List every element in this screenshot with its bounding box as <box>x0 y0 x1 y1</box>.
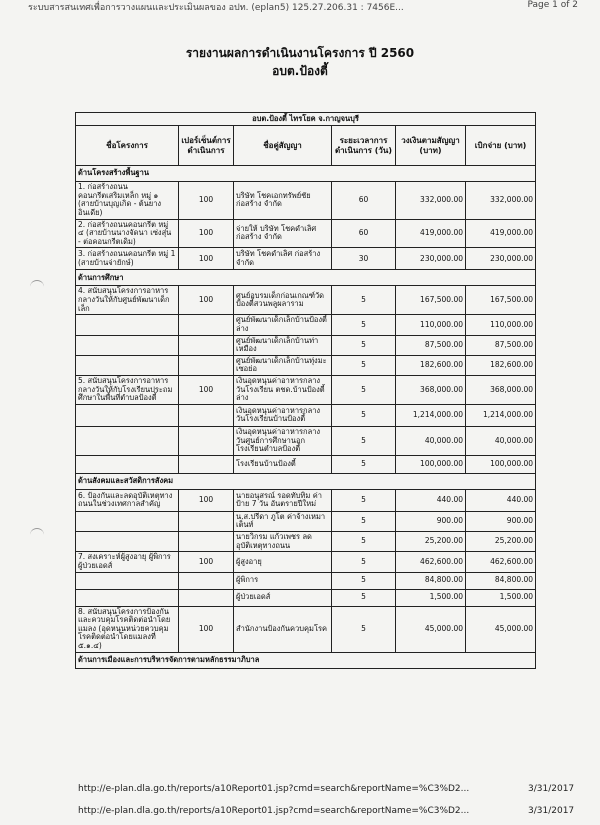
contract-party-cell: ผู้พิการ <box>234 572 332 589</box>
disbursed-cell: 45,000.00 <box>466 606 536 652</box>
duration-cell: 5 <box>332 532 396 552</box>
project-name-cell: 6. ป้องกันและลดอุบัติเหตุทางถนนในช่วงเทศกาลสำคัญ <box>76 489 179 511</box>
footer-date: 3/31/2017 <box>528 784 575 794</box>
percent-cell <box>179 572 234 589</box>
project-name-cell <box>76 589 179 606</box>
table-row <box>76 219 536 248</box>
percent-cell <box>179 455 234 473</box>
project-name-cell: 4. สนับสนุนโครงการอาหารกลางวันให้กับศูนย์พัฒนาเด็กเล็ก <box>76 286 179 315</box>
page-number: Page 1 of 2 <box>527 0 578 10</box>
disbursed-cell: 332,000.00 <box>466 182 536 220</box>
contract-amount-cell: 182,600.00 <box>396 355 466 375</box>
disbursed-cell: 40,000.00 <box>466 426 536 455</box>
contract-party-cell: ศูนย์พัฒนาเด็กเล็กบ้านทุ่งมะเซอย่อ <box>234 355 332 375</box>
percent-cell: 100 <box>179 489 234 511</box>
project-name-cell <box>76 404 179 426</box>
duration-cell: 30 <box>332 248 396 270</box>
contract-party-cell: บริษัท โชคดำเลิศ ก่อสร้าง จำกัด <box>234 248 332 270</box>
contract-party-cell: โรงเรียนบ้านป้องตี้ <box>234 455 332 473</box>
report-title: รายงานผลการดำเนินงานโครงการ ปี 2560 <box>185 46 415 60</box>
punch-hole-mark <box>30 528 44 539</box>
project-name-cell: 3. ก่อสร้างถนนคอนกรีต หมู่ 1 (สายบ้านจ่ายักษ์) <box>76 248 179 270</box>
section-row <box>76 473 536 489</box>
project-name-cell: 1. ก่อสร้างถนนคอนกรีตเสริมเหล็ก หมู่ ๑ (สายบ้านบุญเกิด - ต้นยางอินเดีย) <box>76 182 179 220</box>
col-header-contract-party: ชื่อคู่สัญญา <box>234 126 332 166</box>
contract-party-cell: ศูนย์พัฒนาเด็กเล็กบ้านท่าเหมือง <box>234 335 332 355</box>
percent-cell: 100 <box>179 286 234 315</box>
section-row <box>76 652 536 668</box>
section-row <box>76 166 536 182</box>
table-row <box>76 552 536 572</box>
contract-amount-cell: 230,000.00 <box>396 248 466 270</box>
print-header <box>28 0 588 14</box>
disbursed-cell: 368,000.00 <box>466 376 536 405</box>
contract-party-cell: น.ส.ปรีดา ภูโต ค่าจ้างเหมาเต็นท์ <box>234 511 332 531</box>
contract-party-cell: เงินอุดหนุนค่าอาหารกลางวันศูนย์การศึกษานอกโรงเรียนตำบลป้องตี้ <box>234 426 332 455</box>
contract-party-cell: บริษัท โชคเอกทรัพย์ชัยก่อสร้าง จำกัด <box>234 182 332 220</box>
disbursed-cell: 182,600.00 <box>466 355 536 375</box>
percent-cell: 100 <box>179 219 234 248</box>
duration-cell: 5 <box>332 286 396 315</box>
disbursed-cell: 110,000.00 <box>466 315 536 335</box>
duration-cell: 5 <box>332 404 396 426</box>
contract-amount-cell: 100,000.00 <box>396 455 466 473</box>
contract-amount-cell: 332,000.00 <box>396 182 466 220</box>
disbursed-cell: 1,500.00 <box>466 589 536 606</box>
footer-line-2 <box>78 806 575 816</box>
percent-cell <box>179 532 234 552</box>
contract-party-cell: ผู้สูงอายุ <box>234 552 332 572</box>
duration-cell: 5 <box>332 335 396 355</box>
contract-amount-cell: 1,500.00 <box>396 589 466 606</box>
duration-cell: 5 <box>332 572 396 589</box>
contract-party-cell: นายอนุสรณ์ รอดทับทิม ค่าป้าย 7 วัน อันตรายปีใหม่ <box>234 489 332 511</box>
contract-amount-cell: 462,600.00 <box>396 552 466 572</box>
table-row <box>76 455 536 473</box>
col-header-contract-amount: วงเงินตามสัญญา (บาท) <box>396 126 466 166</box>
duration-cell: 5 <box>332 426 396 455</box>
disbursed-cell: 84,800.00 <box>466 572 536 589</box>
disbursed-cell: 1,214,000.00 <box>466 404 536 426</box>
contract-amount-cell: 419,000.00 <box>396 219 466 248</box>
contract-amount-cell: 1,214,000.00 <box>396 404 466 426</box>
duration-cell: 5 <box>332 355 396 375</box>
disbursed-cell: 230,000.00 <box>466 248 536 270</box>
contract-amount-cell: 900.00 <box>396 511 466 531</box>
duration-cell: 5 <box>332 511 396 531</box>
percent-cell <box>179 355 234 375</box>
contract-party-cell: จ่ายให้ บริษัท โชคดำเลิศ ก่อสร้าง จำกัด <box>234 219 332 248</box>
footer-line-1 <box>78 784 575 794</box>
duration-cell: 5 <box>332 606 396 652</box>
duration-cell: 5 <box>332 489 396 511</box>
table-row <box>76 532 536 552</box>
project-name-cell <box>76 455 179 473</box>
table-row <box>76 335 536 355</box>
percent-cell <box>179 511 234 531</box>
footer-date: 3/31/2017 <box>528 806 575 816</box>
percent-cell <box>179 335 234 355</box>
section-title: ด้านการศึกษา <box>76 270 536 286</box>
project-report-table <box>75 112 536 669</box>
table-row <box>76 511 536 531</box>
contract-party-cell: สำนักงานป้องกันควบคุมโรค <box>234 606 332 652</box>
contract-party-cell: ผู้ป่วยเอดส์ <box>234 589 332 606</box>
contract-amount-cell: 25,200.00 <box>396 532 466 552</box>
duration-cell: 5 <box>332 589 396 606</box>
project-name-cell <box>76 532 179 552</box>
col-header-project: ชื่อโครงการ <box>76 126 179 166</box>
percent-cell: 100 <box>179 182 234 220</box>
section-title: ด้านสังคมและสวัสดิการสังคม <box>76 473 536 489</box>
disbursed-cell: 87,500.00 <box>466 335 536 355</box>
project-name-cell <box>76 315 179 335</box>
percent-cell <box>179 404 234 426</box>
contract-amount-cell: 167,500.00 <box>396 286 466 315</box>
project-name-cell: 5. สนับสนุนโครงการอาหารกลางวันให้กับโรงเรียนประถมศึกษาในพื้นที่ตำบลป้องตี้ <box>76 376 179 405</box>
contract-amount-cell: 368,000.00 <box>396 376 466 405</box>
percent-cell: 100 <box>179 376 234 405</box>
print-header-text: ระบบสารสนเทศเพื่อการวางแผนและประเมินผลของ อปท. (eplan5) 125.27.206.31 : 7456E... <box>28 3 404 13</box>
table-row <box>76 606 536 652</box>
percent-cell: 100 <box>179 606 234 652</box>
col-header-percent: เปอร์เซ็นต์การดำเนินการ <box>179 126 234 166</box>
disbursed-cell: 25,200.00 <box>466 532 536 552</box>
col-header-disbursed: เบิกจ่าย (บาท) <box>466 126 536 166</box>
duration-cell: 5 <box>332 455 396 473</box>
project-name-cell <box>76 355 179 375</box>
org-header: อบต.ป้องตี้ ไทรโยค จ.กาญจนบุรี <box>76 113 536 126</box>
percent-cell: 100 <box>179 248 234 270</box>
disbursed-cell: 440.00 <box>466 489 536 511</box>
contract-amount-cell: 40,000.00 <box>396 426 466 455</box>
table-row <box>76 426 536 455</box>
percent-cell <box>179 315 234 335</box>
project-name-cell: 8. สนับสนุนโครงการป้องกันและควบคุมโรคติดต่อนำโดยแมลง (อุดหนุนหน่วยควบคุมโรคติดต่อนำโดยแมลงที่ ๕.๑.๔) <box>76 606 179 652</box>
section-title: ด้านโครงสร้างพื้นฐาน <box>76 166 536 182</box>
project-name-cell <box>76 511 179 531</box>
contract-party-cell: เงินอุดหนุนค่าอาหารกลางวันโรงเรียน ตชด.บ้านป้องตี้ล่าง <box>234 376 332 405</box>
col-header-duration: ระยะเวลาการดำเนินการ (วัน) <box>332 126 396 166</box>
percent-cell <box>179 426 234 455</box>
table-body <box>76 166 536 669</box>
footer-url: http://e-plan.dla.go.th/reports/a10Report01.jsp?cmd=search&reportName=%C3%D2... <box>78 784 470 794</box>
contract-party-cell: เงินอุดหนุนค่าอาหารกลางวันโรงเรียนบ้านป้องตี้ <box>234 404 332 426</box>
percent-cell: 100 <box>179 552 234 572</box>
contract-amount-cell: 440.00 <box>396 489 466 511</box>
table-row <box>76 315 536 335</box>
duration-cell: 5 <box>332 315 396 335</box>
duration-cell: 5 <box>332 376 396 405</box>
disbursed-cell: 900.00 <box>466 511 536 531</box>
disbursed-cell: 167,500.00 <box>466 286 536 315</box>
project-name-cell: 7. สงเคราะห์ผู้สูงอายุ ผู้พิการ ผู้ป่วยเอดส์ <box>76 552 179 572</box>
punch-hole-mark <box>30 280 44 291</box>
contract-amount-cell: 84,800.00 <box>396 572 466 589</box>
table-row <box>76 248 536 270</box>
contract-amount-cell: 110,000.00 <box>396 315 466 335</box>
footer-url: http://e-plan.dla.go.th/reports/a10Report01.jsp?cmd=search&reportName=%C3%D2... <box>78 806 470 816</box>
duration-cell: 60 <box>332 182 396 220</box>
table-row <box>76 182 536 220</box>
disbursed-cell: 100,000.00 <box>466 455 536 473</box>
table-row <box>76 286 536 315</box>
contract-party-cell: ศูนย์อบรมเด็กก่อนเกณฑ์วัดป้องตี้สวนพลูผลาราม <box>234 286 332 315</box>
table-row <box>76 404 536 426</box>
contract-party-cell: ศูนย์พัฒนาเด็กเล็กบ้านป้องตี้ล่าง <box>234 315 332 335</box>
project-name-cell: 2. ก่อสร้างถนนคอนกรีต หมู่ ๔ (สายบ้านนางจัดนา เซ่งสุ่น - ต่อคอนกรีตเดิม) <box>76 219 179 248</box>
project-name-cell <box>76 572 179 589</box>
percent-cell <box>179 589 234 606</box>
contract-party-cell: นายวิกรม แก้วเพชร ลดอุบัติเหตุทางถนน <box>234 532 332 552</box>
duration-cell: 5 <box>332 552 396 572</box>
table-row <box>76 376 536 405</box>
table-row <box>76 355 536 375</box>
report-subtitle: อบต.ป้องตี้ <box>272 64 328 78</box>
project-name-cell <box>76 335 179 355</box>
contract-amount-cell: 87,500.00 <box>396 335 466 355</box>
table-row <box>76 589 536 606</box>
table-row <box>76 489 536 511</box>
contract-amount-cell: 45,000.00 <box>396 606 466 652</box>
duration-cell: 60 <box>332 219 396 248</box>
table-row <box>76 572 536 589</box>
section-title: ด้านการเมืองและการบริหารจัดการตามหลักธรรมาภิบาล <box>76 652 536 668</box>
section-row <box>76 270 536 286</box>
disbursed-cell: 419,000.00 <box>466 219 536 248</box>
disbursed-cell: 462,600.00 <box>466 552 536 572</box>
project-name-cell <box>76 426 179 455</box>
